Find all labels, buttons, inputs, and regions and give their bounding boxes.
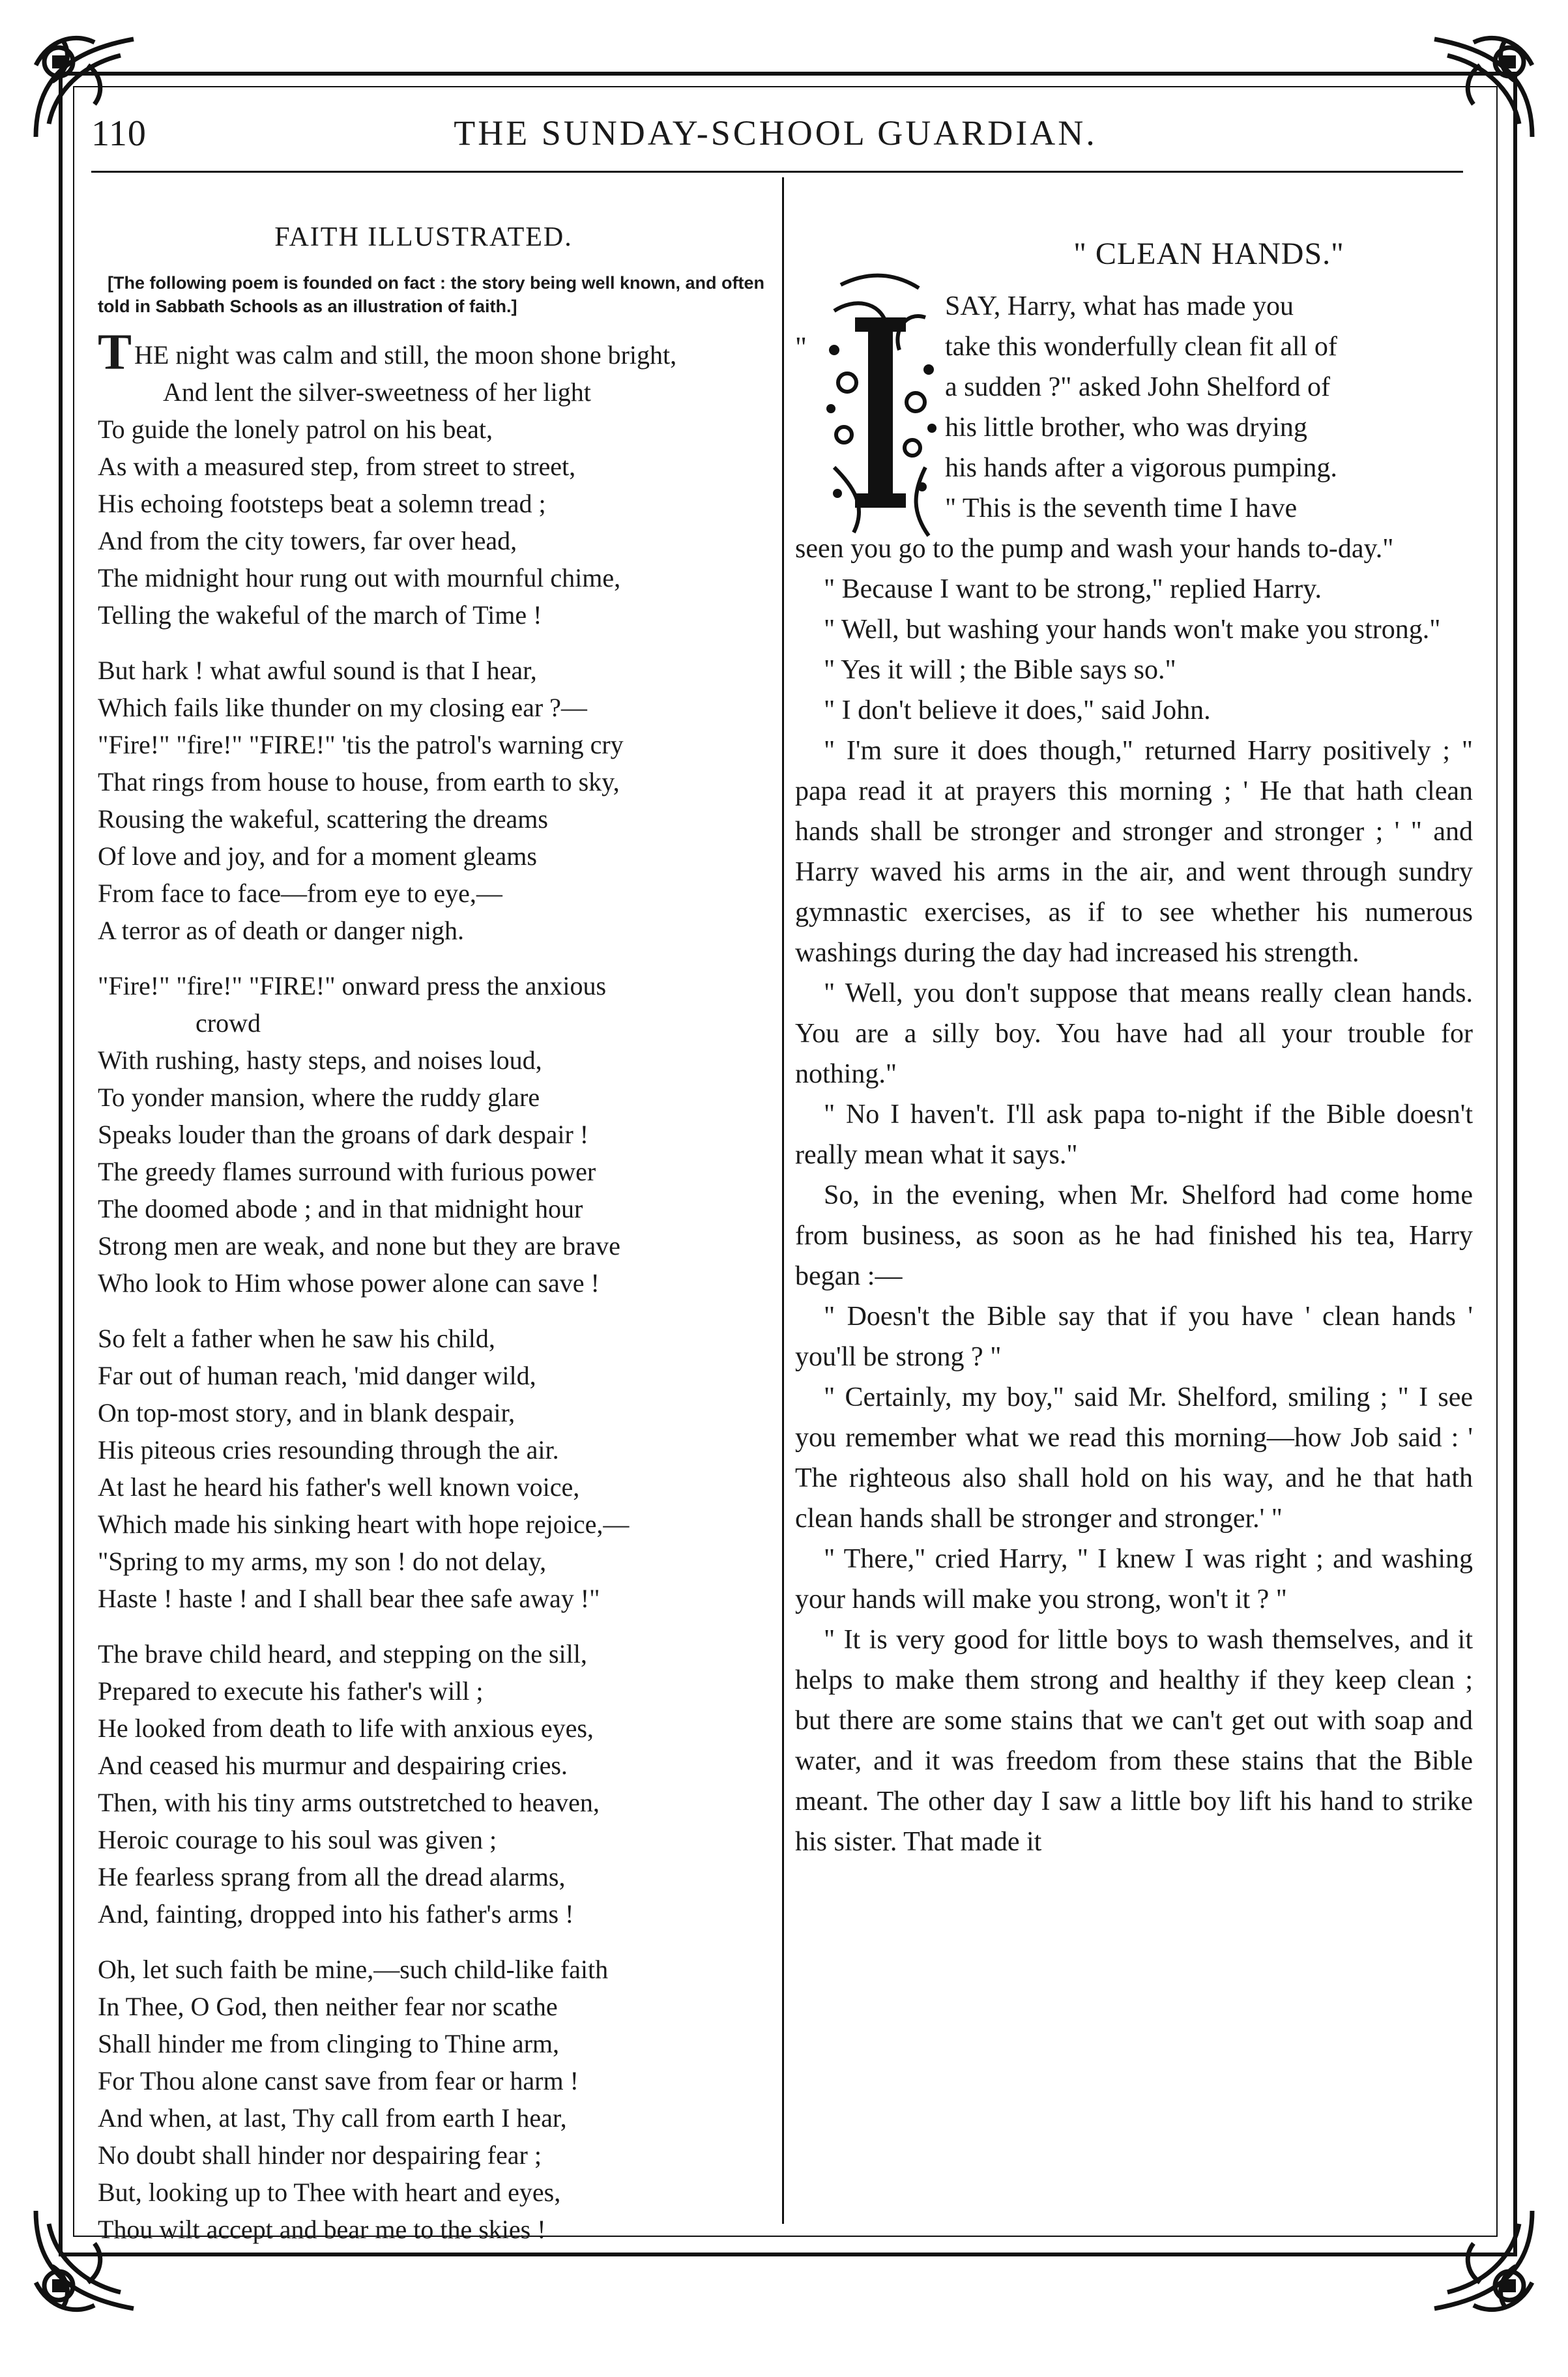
running-title: THE SUNDAY-SCHOOL GUARDIAN. [454, 113, 1097, 153]
drop-cap-letter: T [98, 323, 132, 380]
poem-line: That rings from house to house, from earth to sky, [98, 767, 620, 796]
poem-line: His echoing footsteps beat a solemn tread ; [98, 489, 546, 518]
poem-stanza [98, 967, 776, 1302]
poem-editorial-note: [The following poem is founded on fact : the story being well known, and often told in Sabbath Schools as an illustration of faith.] [98, 273, 764, 316]
poem-line: Oh, let such faith be mine,—such child-like faith [98, 1955, 609, 1984]
poem-line: And lent the silver-sweetness of her light [163, 377, 591, 407]
column-divider [782, 177, 784, 2224]
header-rule [91, 171, 1463, 173]
poem-stanza [98, 1951, 776, 2248]
poem-line: To guide the lonely patrol on his beat, [98, 415, 493, 444]
poem-stanza [98, 1320, 776, 1617]
poem-line: Of love and joy, and for a moment gleams [98, 841, 537, 871]
poem-line: And ceased his murmur and despairing cries. [98, 1751, 568, 1780]
poem-line: "Fire!" "fire!" "FIRE!" 'tis the patrol's warning cry [98, 730, 624, 759]
story-paragraph: " I don't believe it does," said John. [824, 695, 1211, 725]
poem-line: Which fails like thunder on my closing ear ?— [98, 693, 587, 722]
poem-line: Which made his sinking heart with hope rejoice,— [98, 1509, 630, 1539]
story-title: " CLEAN HANDS." [1073, 237, 1344, 271]
poem-line: Haste ! haste ! and I shall bear thee safe away !" [98, 1584, 600, 1613]
poem-stanza [98, 323, 776, 634]
poem-line: But hark ! what awful sound is that I hear, [98, 656, 537, 685]
page-header [91, 108, 1460, 166]
page-number: 110 [91, 113, 147, 154]
poem-line: But, looking up to Thee with heart and eyes, [98, 2178, 561, 2207]
corner-ornament-icon [1421, 2198, 1545, 2322]
poem-line: And, fainting, dropped into his father's arms ! [98, 1899, 574, 1929]
poem-line: On top-most story, and in blank despair, [98, 1398, 515, 1427]
poem-line: Rousing the wakeful, scattering the dreams [98, 804, 548, 834]
ornamental-letter-i-icon [815, 272, 945, 546]
story-paragraph: " Well, you don't suppose that means really clean hands. You are a silly boy. You have had all your trouble for nothing." [795, 978, 1473, 1089]
poem-title: FAITH ILLUSTRATED. [274, 222, 573, 252]
poem-line: In Thee, O God, then neither fear nor scathe [98, 1992, 558, 2021]
poem-line: The brave child heard, and stepping on the sill, [98, 1639, 587, 1669]
poem-line: Strong men are weak, and none but they are brave [98, 1231, 620, 1261]
poem-line: Prepared to execute his father's will ; [98, 1676, 484, 1706]
poem-line: The greedy flames surround with furious power [98, 1157, 596, 1186]
poem-stanza [98, 652, 776, 949]
story-paragraph: So, in the evening, when Mr. Shelford had come home from business, as soon as he had finished his tea, Harry began :— [795, 1180, 1473, 1291]
poem-line: Speaks louder than the groans of dark despair ! [98, 1120, 589, 1149]
poem-line: No doubt shall hinder nor despairing fear ; [98, 2140, 542, 2170]
story-paragraph: " Well, but washing your hands won't make you strong." [824, 615, 1441, 645]
poem-line: So felt a father when he saw his child, [98, 1324, 495, 1353]
poem-line: At last he heard his father's well known voice, [98, 1472, 580, 1502]
story-paragraph: " Certainly, my boy," said Mr. Shelford, smiling ; " I see you remember what we read this morning—how Job said : ' The righteous also shall hold on his way, and he that hath clean hands shall be stronger and stronger.' " [795, 1382, 1473, 1534]
poem-line: For Thou alone canst save from fear or harm ! [98, 2066, 579, 2095]
story-column [795, 236, 1473, 1862]
story-paragraph: " Because I want to be strong," replied Harry. [824, 574, 1322, 604]
story-paragraph: " Doesn't the Bible say that if you have ' clean hands ' you'll be strong ? " [795, 1302, 1473, 1372]
story-paragraph: " I'm sure it does though," returned Harry positively ; " papa read it at prayers this morning ; ' He that hath clean hands shall be stronger and stronger and stronger ; ' " and Harry waved his arms in the air, and went through sundry gymnastic exercises, as if to see whether his numerous washings during the day had increased his strength. [795, 736, 1473, 968]
poem-line: Telling the wakeful of the march of Time ! [98, 600, 542, 630]
story-paragraph: " Yes it will ; the Bible says so." [824, 655, 1176, 685]
poem-line: He looked from death to life with anxious eyes, [98, 1713, 594, 1743]
poem-line: "Spring to my arms, my son ! do not delay, [98, 1547, 547, 1576]
poem-line: And from the city towers, far over head, [98, 526, 517, 555]
poem-line: From face to face—from eye to eye,— [98, 879, 502, 908]
poem-line: To yonder mansion, where the ruddy glare [98, 1083, 540, 1112]
poem-line: As with a measured step, from street to street, [98, 452, 576, 481]
story-paragraph: " There," cried Harry, " I knew I was right ; and washing your hands will make you strong, won't it ? " [795, 1544, 1473, 1614]
poem-line: And when, at last, Thy call from earth I hear, [98, 2103, 567, 2133]
poem-line: The midnight hour rung out with mournful chime, [98, 563, 621, 592]
poem-stanza [98, 1635, 776, 1932]
story-paragraph: " No I haven't. I'll ask papa to-night if the Bible doesn't really mean what it says." [795, 1100, 1473, 1170]
poem-line: Far out of human reach, 'mid danger wild, [98, 1361, 536, 1390]
story-paragraph: " It is very good for little boys to wash themselves, and it helps to make them strong and healthy if they keep clean ; but there are some stains that we can't get out with soap and water, and it was freedom from these stains that the Bible meant. The other day I saw a little boy lift his hand to strike his sister. That made it [795, 1625, 1473, 1857]
poem-line: Who look to Him whose power alone can save ! [98, 1268, 600, 1298]
story-paragraph: SAY, Harry, what has made you take this wonderfully clean fit all of a sudden ?" asked John Shelford of his little brother, who was drying his hands after a vigorous pumping. " This is the seventh time I have seen you go to the pump and wash your hands to-day." [795, 291, 1394, 564]
poem-line: Thou wilt accept and bear me to the skies ! [98, 2215, 546, 2244]
poem-line: THE night was calm and still, the moon shone bright, [98, 323, 677, 380]
poem-line: The doomed abode ; and in that midnight hour [98, 1194, 583, 1223]
opening-quote: " [795, 331, 807, 363]
poem-line: crowd [196, 1008, 261, 1038]
poem-line: Heroic courage to his soul was given ; [98, 1825, 497, 1854]
poem-line: With rushing, hasty steps, and noises loud, [98, 1045, 542, 1075]
poem-line: "Fire!" "fire!" "FIRE!" onward press the anxious [98, 971, 607, 1000]
poem-column [98, 222, 776, 2248]
poem-line: His piteous cries resounding through the air. [98, 1435, 559, 1465]
poem-line: He fearless sprang from all the dread alarms, [98, 1862, 566, 1891]
poem-line: Shall hinder me from clinging to Thine arm, [98, 2029, 560, 2058]
poem-line: Then, with his tiny arms outstretched to heaven, [98, 1788, 600, 1817]
poem-line: A terror as of death or danger nigh. [98, 916, 465, 945]
